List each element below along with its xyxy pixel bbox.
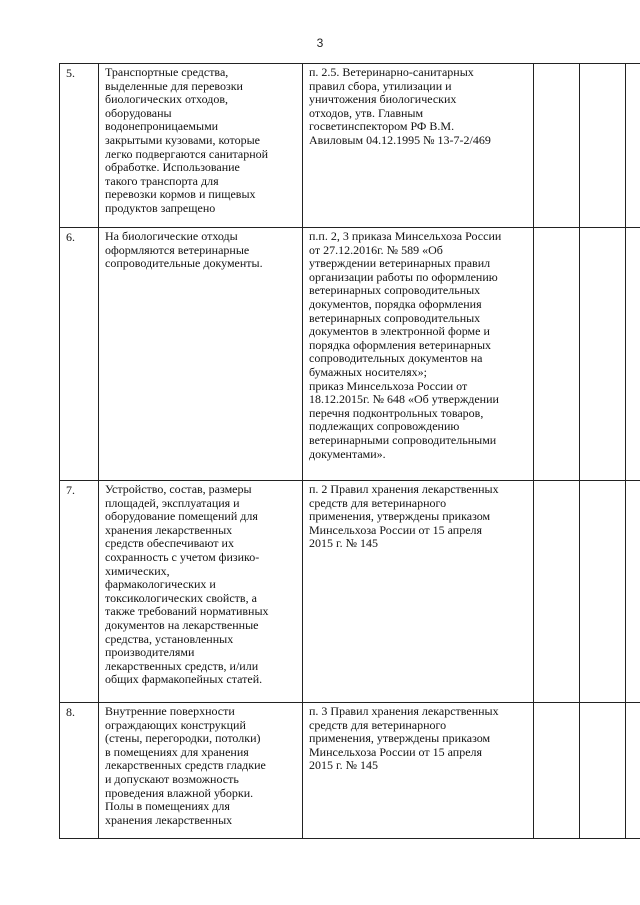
answer-no-cell [580, 228, 626, 481]
answer-na-cell [626, 64, 640, 228]
reference-text: п. 2.5. Ветеринарно-санитарных правил сбора, утилизации и уничтожения биологических отходов, утв. Главным госветинспектором РФ В.М. Авиловым 04.12.1995 № 13-7-2/469 [309, 65, 491, 147]
reference-cell [303, 481, 534, 703]
row-number: 7. [66, 483, 75, 497]
answer-no-cell [580, 703, 626, 839]
requirement-cell [99, 228, 303, 481]
answer-no-cell [580, 481, 626, 703]
requirement-text: Транспортные средства, выделенные для перевозки биологических отходов, оборудованы водонепроницаемыми закрытыми кузовами, которые легко подвергаются санитарной обработке. Использование такого транспорта для перевозки кормов и пищевых продуктов запрещено [105, 65, 269, 215]
reference-text: п. 2 Правил хранения лекарственных средств для ветеринарного применения, утверждены приказом Минсельхоза России от 15 апреля 2015 г. № 145 [309, 482, 499, 551]
reference-cell [303, 64, 534, 228]
row-number: 6. [66, 230, 75, 244]
row-number-cell [60, 703, 99, 839]
reference-cell [303, 228, 534, 481]
row-number-cell [60, 481, 99, 703]
table-row [60, 228, 640, 481]
requirement-cell [99, 703, 303, 839]
reference-text: п. 3 Правил хранения лекарственных средств для ветеринарного применения, утверждены приказом Минсельхоза России от 15 апреля 2015 г. № 145 [309, 704, 499, 773]
answer-na-cell [626, 703, 640, 839]
table-row [60, 703, 640, 839]
answer-yes-cell [534, 481, 580, 703]
answer-na-cell [626, 228, 640, 481]
page-number: 3 [316, 36, 324, 50]
requirement-text: Устройство, состав, размеры площадей, эксплуатация и оборудование помещений для хранения лекарственных средств обеспечивают их сохранность с учетом физико- химических, фармакологических и токсикологических свойств, а также требований нормативных документов на лекарственные средства, установленных производителями лекарственных средств, и/или общих фармакопейных статей. [105, 482, 269, 687]
reference-text: п.п. 2, 3 приказа Минсельхоза России от 27.12.2016г. № 589 «Об утверждении ветеринарных правил организации работы по оформлению ветеринарных сопроводительных документов, порядка оформления ветеринарных сопроводительных документов в электронной форме и порядка оформления ветеринарных сопроводительных документов на бумажных носителях»; приказ Минсельхоза России от 18.12.2015г. № 648 «Об утверждении перечня подконтрольных товаров, подлежащих сопровождению ветеринарными сопроводительными документами». [309, 229, 502, 461]
answer-yes-cell [534, 64, 580, 228]
answer-yes-cell [534, 703, 580, 839]
requirement-text: Внутренние поверхности ограждающих конструкций (стены, перегородки, потолки) в помещениях для хранения лекарственных средств гладкие и допускают возможность проведения влажной уборки. Полы в помещениях для хранения лекарственных [105, 704, 266, 827]
answer-no-cell [580, 64, 626, 228]
checklist-table [59, 63, 640, 839]
table-row [60, 64, 640, 228]
row-number: 8. [66, 705, 75, 719]
requirement-text: На биологические отходы оформляются ветеринарные сопроводительные документы. [105, 229, 263, 271]
row-number-cell [60, 64, 99, 228]
row-number-cell [60, 228, 99, 481]
requirement-cell [99, 481, 303, 703]
answer-na-cell [626, 481, 640, 703]
row-number: 5. [66, 66, 75, 80]
table-row [60, 481, 640, 703]
requirement-cell [99, 64, 303, 228]
reference-cell [303, 703, 534, 839]
answer-yes-cell [534, 228, 580, 481]
